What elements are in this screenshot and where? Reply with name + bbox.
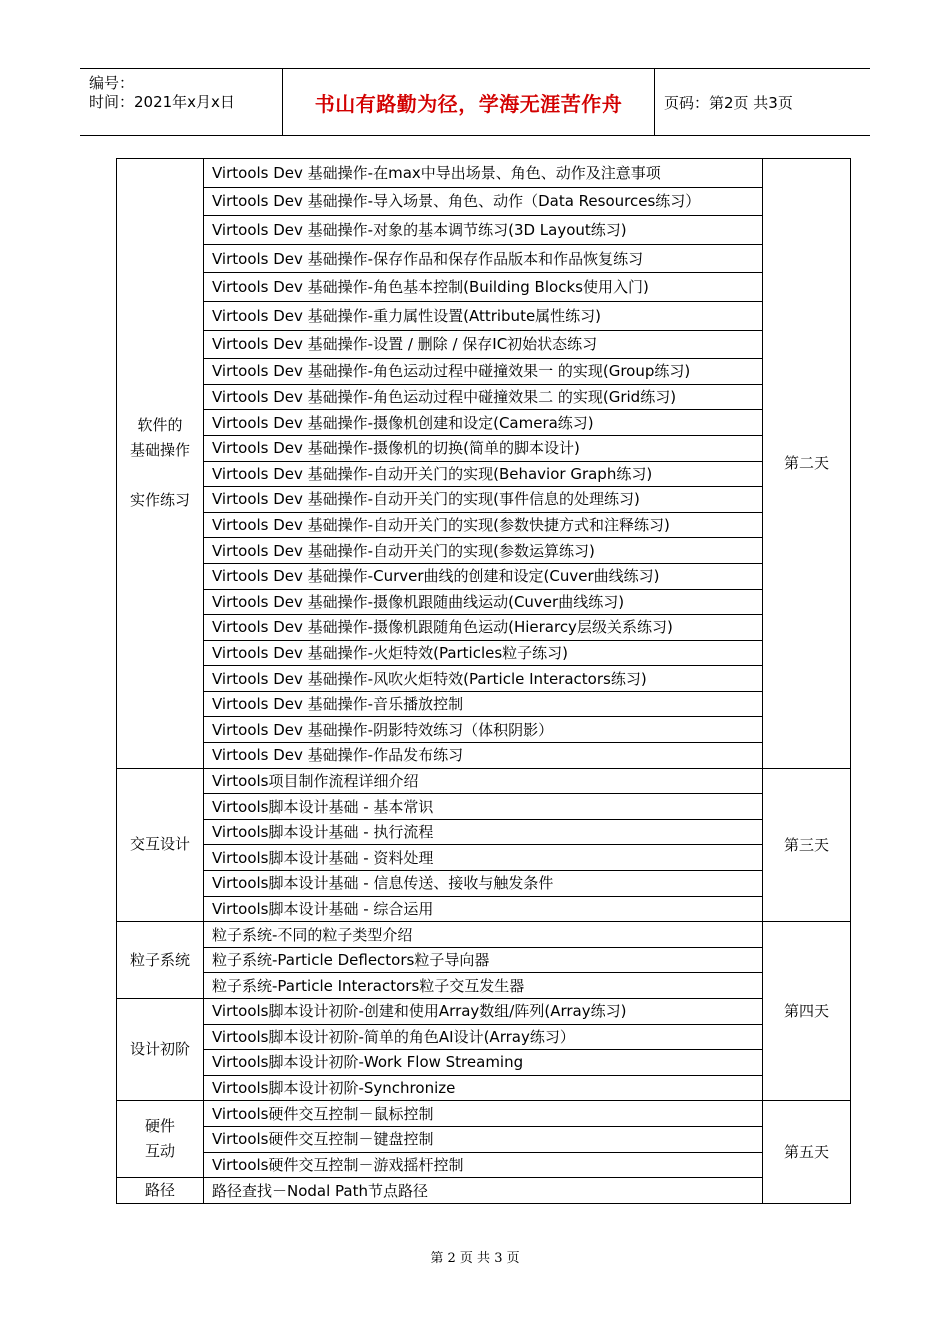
table-cell-item: Virtools脚本设计基础 - 执行流程: [204, 819, 763, 845]
day-cell-3: 第三天: [763, 768, 851, 922]
table-row: [117, 666, 851, 692]
table-row: [117, 743, 851, 769]
table-row: [117, 819, 851, 845]
header-meta-cell: [80, 69, 283, 135]
category-hardware: [117, 1101, 204, 1178]
table-cell-item: Virtools Dev 基础操作-导入场景、角色、动作（Data Resources练习）: [204, 187, 763, 216]
table-cell-item: Virtools Dev 基础操作-摄像机的切换(简单的脚本设计): [204, 435, 763, 461]
category-basic-line2: 基础操作: [129, 441, 190, 460]
day-cell-5: 第五天: [763, 1101, 851, 1204]
table-row: [117, 1101, 851, 1127]
table-cell-item: Virtools Dev 基础操作-角色运动过程中碰撞效果二 的实现(Grid练习): [204, 384, 763, 410]
table-row: [117, 273, 851, 302]
table-row: [117, 563, 851, 589]
day-cell-2: 第二天: [763, 159, 851, 769]
table-row: [117, 717, 851, 743]
table-cell-item: Virtools脚本设计基础 - 基本常识: [204, 794, 763, 820]
header-motto-cell: [283, 69, 655, 135]
number-label: 编号：: [89, 74, 135, 92]
table-row: [117, 384, 851, 410]
table-cell-item: Virtools脚本设计初阶-Synchronize: [204, 1075, 763, 1101]
table-cell-item: Virtools Dev 基础操作-保存作品和保存作品版本和作品恢复练习: [204, 244, 763, 273]
table-row: [117, 845, 851, 871]
table-row: [117, 589, 851, 615]
page-label: 页码：第2页 共3页: [664, 93, 793, 112]
table-row: [117, 1024, 851, 1050]
category-hardware-line1: 硬件: [144, 1117, 175, 1136]
table-cell-item: Virtools Dev 基础操作-风吹火炬特效(Particle Interactors练习): [204, 666, 763, 692]
table-row: [117, 896, 851, 922]
table-row: [117, 794, 851, 820]
category-basic-line3: 实作练习: [129, 491, 190, 510]
table-row: [117, 487, 851, 513]
table-cell-item: Virtools Dev 基础操作-音乐播放控制: [204, 691, 763, 717]
table-row: [117, 330, 851, 359]
table-row: [117, 187, 851, 216]
table-row: [117, 512, 851, 538]
table-row: [117, 973, 851, 999]
table-row: [117, 1050, 851, 1076]
table-cell-item: Virtools Dev 基础操作-自动开关门的实现(参数快捷方式和注释练习): [204, 512, 763, 538]
category-path: 路径: [117, 1178, 204, 1204]
table-cell-item: Virtools硬件交互控制－游戏摇杆控制: [204, 1152, 763, 1178]
table-cell-item: Virtools Dev 基础操作-Curver曲线的创建和设定(Cuver曲线练习): [204, 563, 763, 589]
table-cell-item: Virtools脚本设计初阶-简单的角色AI设计(Array练习）: [204, 1024, 763, 1050]
table-cell-item: Virtools Dev 基础操作-摄像机跟随角色运动(Hierarcy层级关系练习): [204, 615, 763, 641]
table-cell-item: Virtools脚本设计初阶-Work Flow Streaming: [204, 1050, 763, 1076]
table-cell-item: 粒子系统-Particle Deflectors粒子导向器: [204, 947, 763, 973]
table-row: [117, 615, 851, 641]
table-cell-item: 粒子系统-Particle Interactors粒子交互发生器: [204, 973, 763, 999]
table-row: [117, 461, 851, 487]
category-basic: [117, 159, 204, 769]
table-cell-item: Virtools Dev 基础操作-阴影特效练习（体积阴影）: [204, 717, 763, 743]
category-design: 设计初阶: [117, 999, 204, 1101]
table-row: [117, 159, 851, 188]
table-cell-item: Virtools Dev 基础操作-摄像机创建和设定(Camera练习): [204, 410, 763, 436]
table-cell-item: Virtools项目制作流程详细介绍: [204, 768, 763, 794]
table-cell-item: Virtools Dev 基础操作-火炬特效(Particles粒子练习): [204, 640, 763, 666]
category-interaction: 交互设计: [117, 768, 204, 922]
table-row: [117, 947, 851, 973]
table-cell-item: Virtools Dev 基础操作-角色运动过程中碰撞效果一 的实现(Group练习): [204, 359, 763, 385]
motto-text: 书山有路勤为径，学海无涯苦作舟: [314, 91, 623, 116]
document-header: [80, 68, 870, 136]
table-cell-item: Virtools硬件交互控制－鼠标控制: [204, 1101, 763, 1127]
table-row: [117, 435, 851, 461]
table-row: [117, 1126, 851, 1152]
table-row: [117, 244, 851, 273]
table-row: [117, 1075, 851, 1101]
table-row: [117, 538, 851, 564]
table-cell-item: Virtools脚本设计基础 - 信息传送、接收与触发条件: [204, 871, 763, 897]
table-row: [117, 768, 851, 794]
table-cell-item: 粒子系统-不同的粒子类型介绍: [204, 922, 763, 948]
table-cell-item: Virtools脚本设计初阶-创建和使用Array数组/阵列(Array练习): [204, 999, 763, 1025]
table-row: [117, 301, 851, 330]
table-row: [117, 359, 851, 385]
table-row: [117, 216, 851, 245]
table-row: [117, 410, 851, 436]
table-cell-item: Virtools Dev 基础操作-对象的基本调节练习(3D Layout练习): [204, 216, 763, 245]
table-cell-item: Virtools Dev 基础操作-自动开关门的实现(Behavior Graph练习): [204, 461, 763, 487]
table-cell-item: Virtools硬件交互控制－键盘控制: [204, 1126, 763, 1152]
table-cell-item: Virtools Dev 基础操作-作品发布练习: [204, 743, 763, 769]
table-cell-item: Virtools Dev 基础操作-摄像机跟随曲线运动(Cuver曲线练习): [204, 589, 763, 615]
table-row: [117, 871, 851, 897]
time-label: 时间：2021年x月x日: [89, 93, 235, 111]
table-cell-item: Virtools Dev 基础操作-重力属性设置(Attribute属性练习): [204, 301, 763, 330]
table-row: [117, 999, 851, 1025]
table-row: [117, 1152, 851, 1178]
page-footer: 第 2 页 共 3 页: [430, 1251, 520, 1266]
table-cell-item: Virtools脚本设计基础 - 综合运用: [204, 896, 763, 922]
table-cell-item: Virtools Dev 基础操作-自动开关门的实现(事件信息的处理练习): [204, 487, 763, 513]
table-cell-item: Virtools脚本设计基础 - 资料处理: [204, 845, 763, 871]
category-particle: 粒子系统: [117, 922, 204, 999]
table-cell-item: 路径查找－Nodal Path节点路径: [204, 1178, 763, 1204]
table-cell-item: Virtools Dev 基础操作-在max中导出场景、角色、动作及注意事项: [204, 159, 763, 188]
table-cell-item: Virtools Dev 基础操作-设置 / 删除 / 保存IC初始状态练习: [204, 330, 763, 359]
table-row: [117, 1178, 851, 1204]
table-row: [117, 922, 851, 948]
schedule-table: [116, 158, 851, 1204]
day-cell-4: 第四天: [763, 922, 851, 1101]
table-row: [117, 640, 851, 666]
category-basic-line1: 软件的: [137, 416, 183, 435]
table-row: [117, 691, 851, 717]
category-hardware-line2: 互动: [144, 1142, 175, 1161]
table-cell-item: Virtools Dev 基础操作-自动开关门的实现(参数运算练习): [204, 538, 763, 564]
table-cell-item: Virtools Dev 基础操作-角色基本控制(Building Blocks使用入门): [204, 273, 763, 302]
